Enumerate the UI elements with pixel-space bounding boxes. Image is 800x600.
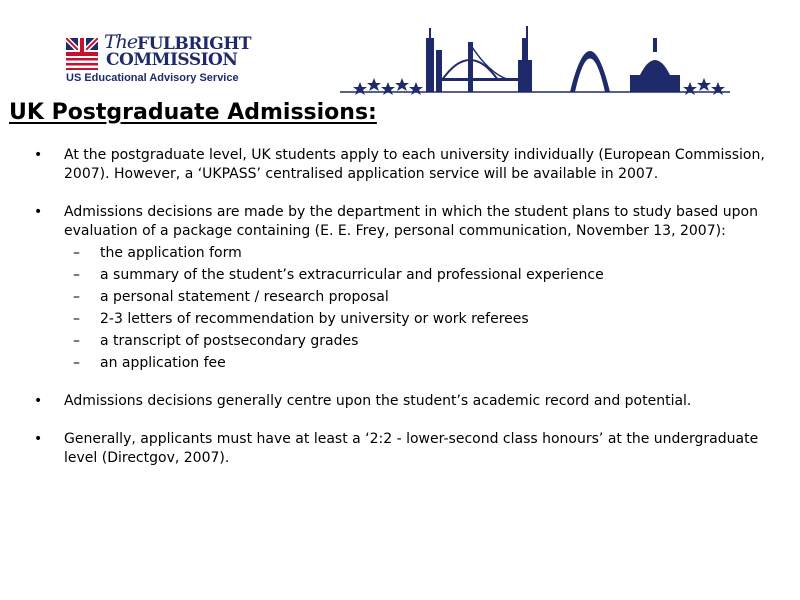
bullet-icon: •	[34, 204, 43, 220]
sub-item	[0, 244, 800, 263]
flag-icon	[66, 38, 98, 70]
sub-item	[0, 332, 800, 351]
bullet-item	[0, 430, 800, 468]
sub-item-text: a transcript of postsecondary grades	[100, 333, 359, 349]
bullet-icon: •	[34, 393, 43, 409]
bullet-item	[0, 203, 800, 241]
sub-item	[0, 354, 800, 373]
sub-item-text: an application fee	[100, 355, 226, 371]
logo-commission: COMMISSION	[106, 50, 238, 70]
bullet-text: Admissions decisions generally centre upon the student’s academic record and potential.	[64, 393, 692, 409]
dash-icon: –	[73, 245, 80, 261]
bullet-text: At the postgraduate level, UK students apply to each university individually (European Commission, 2007). However, a ‘UKPASS’ centralised application service will be available in 2007.	[64, 147, 765, 182]
header-banner	[0, 0, 800, 100]
sub-item	[0, 310, 800, 329]
bullet-item	[0, 146, 800, 184]
page-title: UK Postgraduate Admissions:	[9, 100, 377, 125]
skyline-banner-icon	[340, 20, 740, 100]
sub-item-text: a summary of the student’s extracurricular and professional experience	[100, 267, 604, 283]
sub-item	[0, 266, 800, 285]
dash-icon: –	[73, 355, 80, 371]
sub-item	[0, 288, 800, 307]
bullet-icon: •	[34, 147, 43, 163]
logo-the: The	[104, 31, 138, 53]
bullet-item	[0, 392, 800, 411]
logo-fulbright: FULBRIGHT	[137, 34, 252, 54]
dash-icon: –	[73, 333, 80, 349]
bullet-text: Generally, applicants must have at least a ‘2:2 - lower-second class honours’ at the undergraduate level (Directgov, 2007).	[64, 431, 759, 466]
dash-icon: –	[73, 267, 80, 283]
dash-icon: –	[73, 289, 80, 305]
logo-subtitle: US Educational Advisory Service	[66, 72, 239, 84]
sub-item-text: the application form	[100, 245, 242, 261]
dash-icon: –	[73, 311, 80, 327]
bullet-icon: •	[34, 431, 43, 447]
sub-item-text: 2-3 letters of recommendation by university or work referees	[100, 311, 529, 327]
bullet-text: Admissions decisions are made by the department in which the student plans to study based upon evaluation of a package containing (E. E. Frey, personal communication, November 13, 2007):	[64, 204, 758, 239]
bullet-list	[0, 146, 800, 468]
sub-item-text: a personal statement / research proposal	[100, 289, 389, 305]
